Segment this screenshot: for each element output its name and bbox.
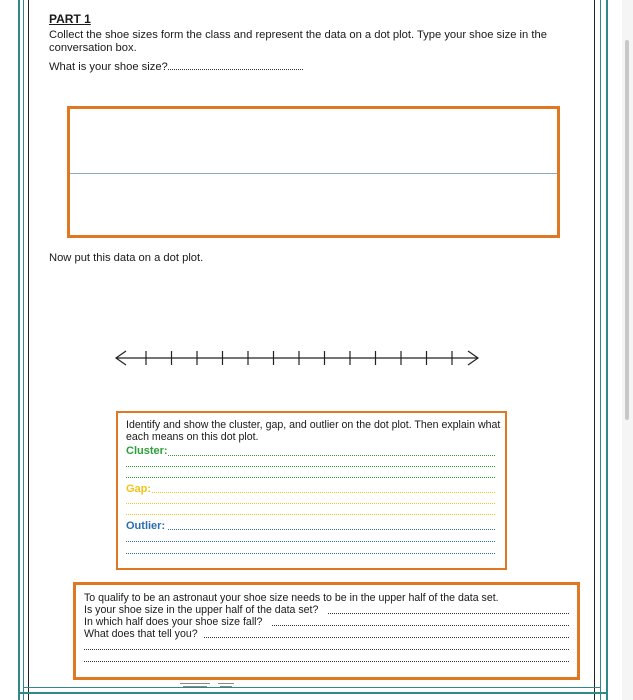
shoe-size-question-text: What is your shoe size? (49, 61, 168, 73)
frame-bottom-line-inner (23, 687, 601, 688)
tell-you-answer-line-1[interactable] (204, 637, 569, 638)
gap-label: Gap: (126, 483, 152, 495)
outlier-answer-line-2[interactable] (126, 541, 495, 542)
footer-logo (180, 682, 240, 690)
gap-answer-line-3[interactable] (126, 514, 495, 515)
cluster-answer-line-1[interactable] (168, 455, 495, 456)
shoe-size-question (49, 60, 303, 74)
astronaut-line-2 (84, 604, 572, 616)
dotplot-prompt: Now put this data on a dot plot. (49, 252, 204, 264)
upper-half-answer-line[interactable] (328, 613, 569, 614)
frame-line-right-inner (600, 0, 601, 700)
cluster-label: Cluster: (126, 445, 168, 457)
frame-line-right-outer (606, 0, 608, 700)
frame-bottom-line (18, 692, 608, 694)
part-title: PART 1 (49, 12, 91, 26)
scrollbar-thumb[interactable] (625, 40, 629, 420)
tell-you-answer-line-3[interactable] (84, 661, 569, 662)
tell-you-answer-line-2[interactable] (84, 649, 569, 650)
cluster-answer-line-3[interactable] (126, 477, 495, 478)
frame-line-left-inner (23, 0, 24, 700)
astronaut-question-upper-half: Is your shoe size in the upper half of the data set? (84, 604, 319, 616)
astronaut-line-1: To qualify to be an astronaut your shoe size needs to be in the upper half of the data set. (84, 592, 499, 604)
astronaut-box (73, 582, 580, 680)
astronaut-line-3: In which half does your shoe size fall? (84, 616, 263, 628)
analysis-instruction: Identify and show the cluster, gap, and outlier on the dot plot. Then explain what each means on this dot plot. (126, 419, 501, 443)
number-line[interactable] (112, 348, 484, 368)
data-table-box[interactable] (67, 106, 560, 238)
which-half-answer-line[interactable] (272, 625, 569, 626)
gap-answer-line-1[interactable] (152, 492, 495, 493)
astronaut-line-4: What does that tell you? (84, 628, 198, 640)
cluster-gap-outlier-box (116, 411, 507, 570)
data-table-divider (70, 173, 557, 174)
outlier-answer-line-1[interactable] (168, 529, 495, 530)
shoe-size-answer-line[interactable] (168, 60, 303, 70)
frame-line-left-outer (18, 0, 20, 700)
gap-answer-line-2[interactable] (126, 503, 495, 504)
outlier-label: Outlier: (126, 520, 166, 532)
outlier-answer-line-3[interactable] (126, 553, 495, 554)
cluster-answer-line-2[interactable] (126, 466, 495, 467)
frame-line-right-dark (594, 0, 595, 700)
part-instruction: Collect the shoe sizes form the class and represent the data on a dot plot. Type your shoe size in the conversation box. (49, 29, 547, 54)
frame-line-left-dark (28, 0, 29, 700)
